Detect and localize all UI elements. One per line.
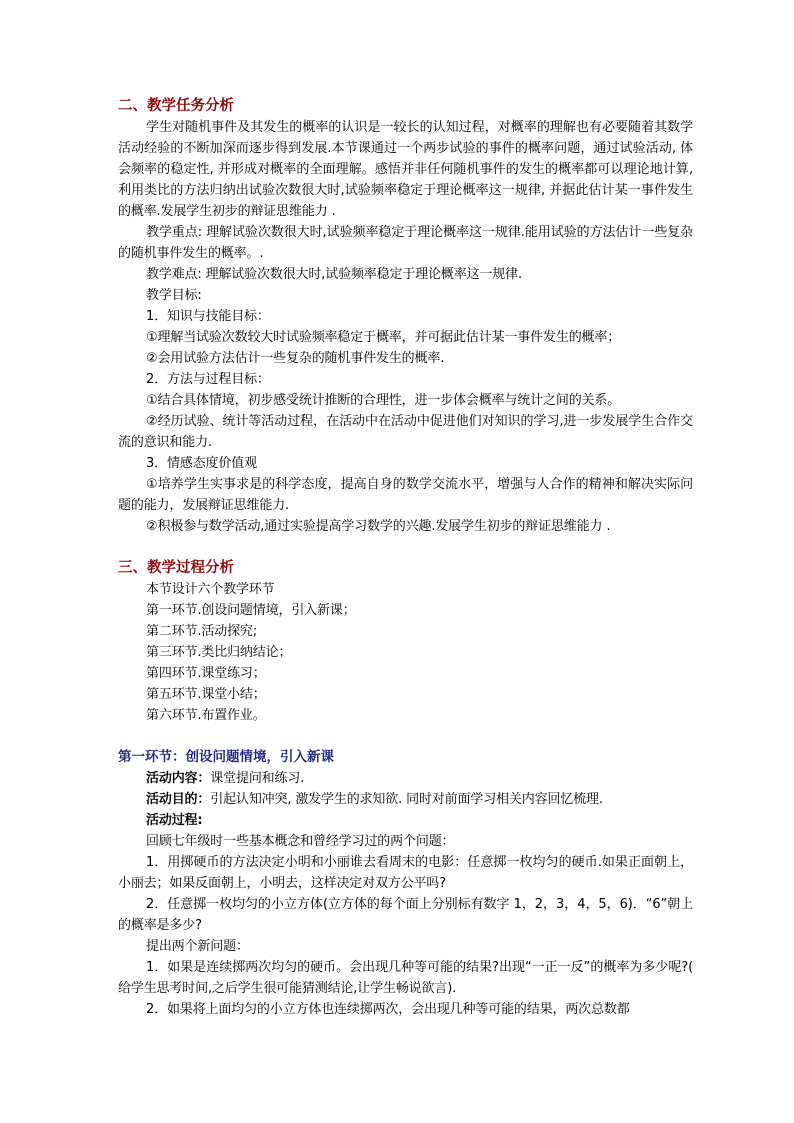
section-title-process-analysis: 三、教学过程分析 (118, 560, 234, 576)
paragraph: 2．方法与过程目标： (146, 372, 270, 387)
list-item: 第三环节.类比归纳结论； (146, 645, 292, 660)
paragraph: 学生对随机事件及其发生的概率的认识是一较长的认知过程，对概率的理解也有必要随着其数学活动经验的不断加深而逐步得到发展.本节课通过一个两步试验的事件的概率问题，通过试验活动, 体会频率的稳定性, 并形成对概率的全面理解。感悟并非任何随机事件的发生的概率都可以理论地计算,利用类比的方法归纳出试验次数很大时,试验频率稳定于理论概率这一规律, 并据此估计某一事件发生的概率.发展学生初步的辩证思维能力 . (118, 120, 693, 219)
paragraph: 1．用掷硬币的方法决定小明和小丽谁去看周末的电影：任意掷一枚均匀的硬币.如果正面朝上，小丽去；如果反面朝上，小明去，这样决定对双方公平吗? (118, 855, 693, 891)
activity-purpose-text: 引起认知冲突, 激发学生的求知欲. 同时对前面学习相关内容回忆梳理. (210, 792, 603, 807)
paragraph-key-points: 教学重点: 理解试验次数很大时,试验频率稳定于理论概率这一规律.能用试验的方法估计一些复杂的随机事件发生的概率。. (118, 225, 693, 261)
paragraph: ②会用试验方法估计一些复杂的随机事件发生的概率. (146, 351, 445, 366)
paragraph: 本节设计六个教学环节 (146, 582, 275, 597)
paragraph: 1．如果是连续掷两次均匀的硬币。会出现几种等可能的结果?出现“一正一反”的概率为多少呢?( 给学生思考时间,之后学生很可能猜测结论,让学生畅说欲言). (118, 960, 693, 996)
list-item: 第六环节.布置作业。 (146, 708, 266, 723)
list-item: 第四环节.课堂练习； (146, 666, 266, 681)
spacer (118, 726, 693, 747)
paragraph: 2．任意掷一枚均匀的小立方体(立方体的每个面上分别标有数字 1，2，3，4，5，6)．“6”朝上的概率是多少? (118, 897, 693, 933)
step-one-title: 第一环节：创设问题情境，引入新课 (118, 749, 334, 765)
section-title-task-analysis: 二、教学任务分析 (118, 98, 234, 114)
list-item: 第二环节.活动探究; (146, 624, 258, 639)
paragraph: ①培养学生实事求是的科学态度，提高自身的数学交流水平，增强与人合作的精神和解决实际问题的能力，发展辩证思维能力. (118, 477, 693, 513)
paragraph: 1．知识与技能目标： (146, 309, 270, 324)
list-item: 第一环节.创设问题情境，引入新课； (146, 603, 356, 618)
paragraph: 2．如果将上面均匀的小立方体也连续掷两次，会出现几种等可能的结果，两次总数都 (146, 1002, 630, 1017)
paragraph: ①理解当试验次数较大时试验频率稳定于概率，并可据此估计某一事件发生的概率； (146, 330, 621, 345)
list-item: 第五环节.课堂小结； (146, 687, 266, 702)
paragraph-objectives-heading: 教学目标: (146, 288, 202, 303)
paragraph: 回顾七年级时一些基本概念和曾经学习过的两个问题： (146, 834, 455, 849)
paragraph: 提出两个新问题： (146, 939, 249, 954)
activity-content (118, 768, 693, 789)
paragraph: ②积极参与数学活动,通过实验提高学习数学的兴趣.发展学生初步的辩证思维能力 . (146, 519, 611, 534)
paragraph: ②经历试验、统计等活动过程，在活动中在活动中促进他们对知识的学习,进一步发展学生合作交流的意识和能力. (118, 414, 693, 450)
activity-purpose (118, 789, 693, 810)
paragraph: ①结合具体情境，初步感受统计推断的合理性，进一步体会概率与统计之间的关系。 (146, 393, 621, 408)
activity-purpose-label: 活动目的： (146, 792, 211, 807)
activity-process-label: 活动过程: (146, 813, 203, 828)
paragraph-difficulties: 教学难点: 理解试验次数很大时,试验频率稳定于理论概率这一规律. (146, 267, 522, 282)
activity-content-text: 课堂提问和练习. (210, 771, 305, 786)
document-page (118, 96, 693, 1020)
paragraph: 3．情感态度价值观 (146, 456, 257, 471)
activity-content-label: 活动内容： (146, 771, 211, 786)
spacer (118, 537, 693, 558)
